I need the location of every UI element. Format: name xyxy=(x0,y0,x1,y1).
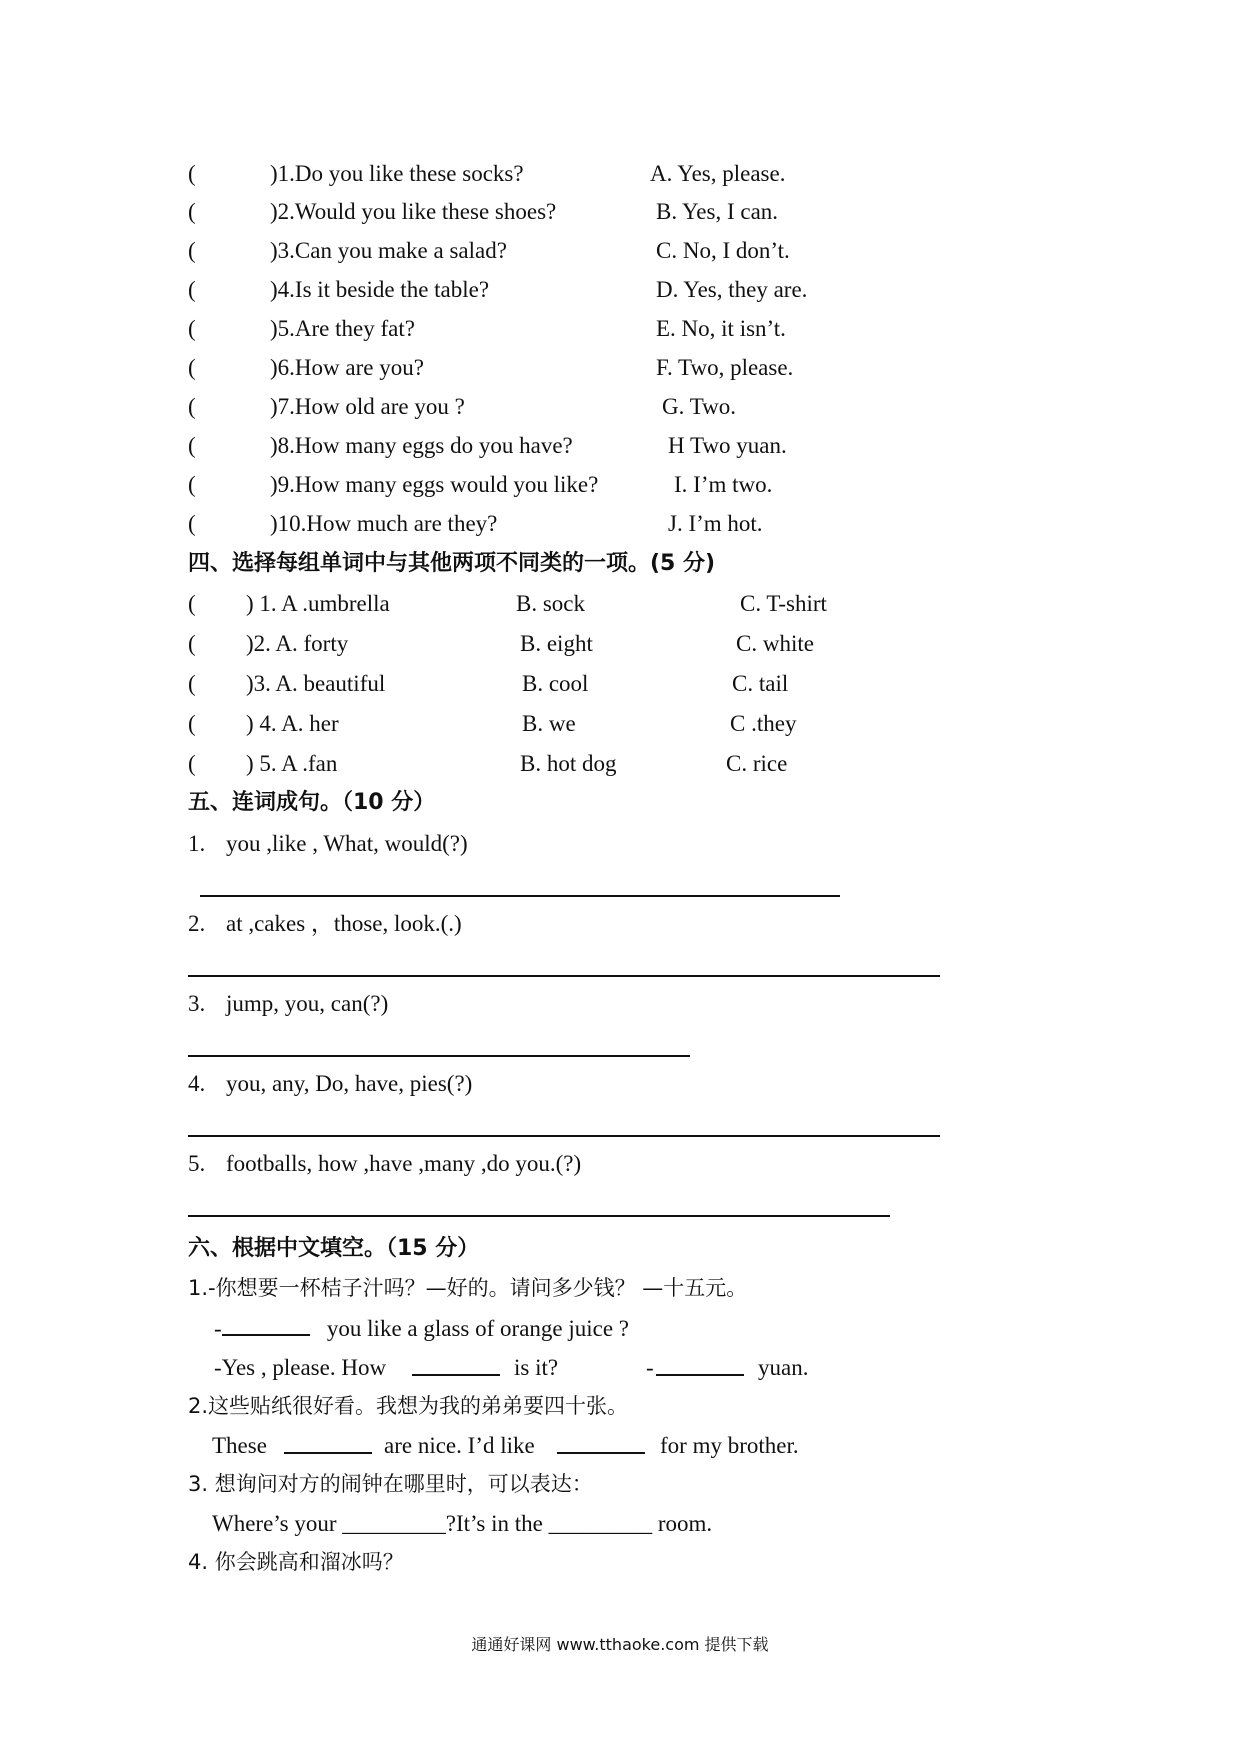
item-number: 3. xyxy=(188,991,206,1016)
option-a: ) 1. A .umbrella xyxy=(246,591,390,616)
answer-paren: ( xyxy=(188,671,196,696)
answer-option: J. I’m hot. xyxy=(668,511,763,536)
answer-option: D. Yes, they are. xyxy=(656,277,808,302)
scrambled-words: jump, you, can(?) xyxy=(226,991,389,1016)
answer-paren: ( xyxy=(188,277,196,302)
q1-chinese-prompt: 1.-你想要一杯桔子汁吗？—好的。请问多少钱？ —十五元。 xyxy=(188,1276,748,1300)
q2-chinese-prompt: 2.这些贴纸很好看。我想为我的弟弟要四十张。 xyxy=(188,1394,629,1418)
item-number: 1. xyxy=(188,831,206,856)
section-4-title: 四、选择每组单词中与其他两项不同类的一项。(5 分) xyxy=(188,551,716,576)
option-a: ) 4. A. her xyxy=(246,711,339,736)
q1-line-2-text-d: yuan. xyxy=(758,1355,809,1380)
q3-line: Where’s your _________?It’s in the _________ room. xyxy=(212,1511,713,1536)
answer-paren: ( xyxy=(188,511,196,536)
question-text: )5.Are they fat? xyxy=(270,316,415,341)
question-text: )10.How much are they? xyxy=(270,511,498,536)
fill-blank[interactable] xyxy=(284,1430,372,1454)
section-6-title: 六、根据中文填空。（15 分） xyxy=(188,1236,480,1261)
question-text: )3.Can you make a salad? xyxy=(270,238,507,263)
answer-option: G. Two. xyxy=(662,394,736,419)
answer-line xyxy=(200,895,840,897)
answer-paren: ( xyxy=(188,711,196,736)
answer-line xyxy=(188,975,940,977)
answer-paren: ( xyxy=(188,751,196,776)
question-text: )1.Do you like these socks? xyxy=(270,161,524,186)
scrambled-words: at ,cakes ，those, look.(.) xyxy=(226,911,462,936)
question-text: )7.How old are you ? xyxy=(270,394,465,419)
answer-paren: ( xyxy=(188,161,196,186)
q2-line xyxy=(212,1430,832,1462)
q3-chinese-prompt: 3. 想询问对方的闹钟在哪里时，可以表达： xyxy=(188,1472,593,1496)
question-text: )6.How are you? xyxy=(270,355,424,380)
fill-blank[interactable] xyxy=(656,1352,744,1376)
answer-paren: ( xyxy=(188,394,196,419)
answer-option: C. No, I don’t. xyxy=(656,238,790,263)
answer-option: H Two yuan. xyxy=(668,433,787,458)
option-c: C. tail xyxy=(732,671,789,696)
option-c: C. rice xyxy=(726,751,788,776)
option-b: B. sock xyxy=(516,591,585,616)
q4-chinese-prompt: 4. 你会跳高和溜冰吗？ xyxy=(188,1550,404,1574)
scrambled-words: you, any, Do, have, pies(?) xyxy=(226,1071,473,1096)
answer-paren: ( xyxy=(188,238,196,263)
q1-line-2-text-b: is it? xyxy=(514,1355,559,1380)
dash: - xyxy=(646,1355,654,1380)
question-text: )2.Would you like these shoes? xyxy=(270,199,557,224)
answer-option: I. I’m two. xyxy=(674,472,773,497)
question-text: )4.Is it beside the table? xyxy=(270,277,490,302)
answer-paren: ( xyxy=(188,355,196,380)
q1-line-1-text: you like a glass of orange juice ? xyxy=(326,1316,630,1341)
option-c: C .they xyxy=(730,711,797,736)
item-number: 5. xyxy=(188,1151,206,1176)
question-text: )8.How many eggs do you have? xyxy=(270,433,573,458)
option-a: )2. A. forty xyxy=(246,631,349,656)
page-footer: 通通好课网 www.tthaoke.com 提供下载 xyxy=(471,1635,769,1654)
answer-option: A. Yes, please. xyxy=(650,161,786,186)
answer-paren: ( xyxy=(188,316,196,341)
section-5-title: 五、连词成句。（10 分） xyxy=(188,790,436,815)
question-text: )9.How many eggs would you like? xyxy=(270,472,599,497)
dash: - xyxy=(214,1316,222,1341)
answer-paren: ( xyxy=(188,433,196,458)
fill-blank[interactable] xyxy=(222,1312,310,1336)
q1-line-2 xyxy=(214,1352,834,1384)
option-b: B. cool xyxy=(522,671,589,696)
option-b: B. hot dog xyxy=(520,751,617,776)
q2-text-c: for my brother. xyxy=(660,1433,799,1458)
answer-paren: ( xyxy=(188,472,196,497)
q2-text-b: are nice. I’d like xyxy=(384,1433,535,1458)
scrambled-words: footballs, how ,have ,many ,do you.(?) xyxy=(226,1151,582,1176)
option-a: ) 5. A .fan xyxy=(246,751,338,776)
answer-paren: ( xyxy=(188,591,196,616)
option-c: C. T-shirt xyxy=(740,591,827,616)
item-number: 2. xyxy=(188,911,206,936)
answer-option: F. Two, please. xyxy=(656,355,794,380)
fill-blank[interactable] xyxy=(412,1352,500,1376)
option-b: B. we xyxy=(522,711,576,736)
answer-option: E. No, it isn’t. xyxy=(656,316,786,341)
answer-option: B. Yes, I can. xyxy=(656,199,779,224)
option-c: C. white xyxy=(736,631,814,656)
answer-line xyxy=(188,1215,890,1217)
answer-paren: ( xyxy=(188,199,196,224)
answer-line xyxy=(188,1055,690,1057)
option-a: )3. A. beautiful xyxy=(246,671,386,696)
q2-text-a: These xyxy=(212,1433,267,1458)
answer-paren: ( xyxy=(188,631,196,656)
q1-line-2-text-a: -Yes , please. How xyxy=(214,1355,387,1380)
answer-line xyxy=(188,1135,940,1137)
scrambled-words: you ,like , What, would(?) xyxy=(226,831,468,856)
item-number: 4. xyxy=(188,1071,206,1096)
q1-line-1 xyxy=(214,1312,629,1344)
fill-blank[interactable] xyxy=(557,1430,645,1454)
option-b: B. eight xyxy=(520,631,593,656)
